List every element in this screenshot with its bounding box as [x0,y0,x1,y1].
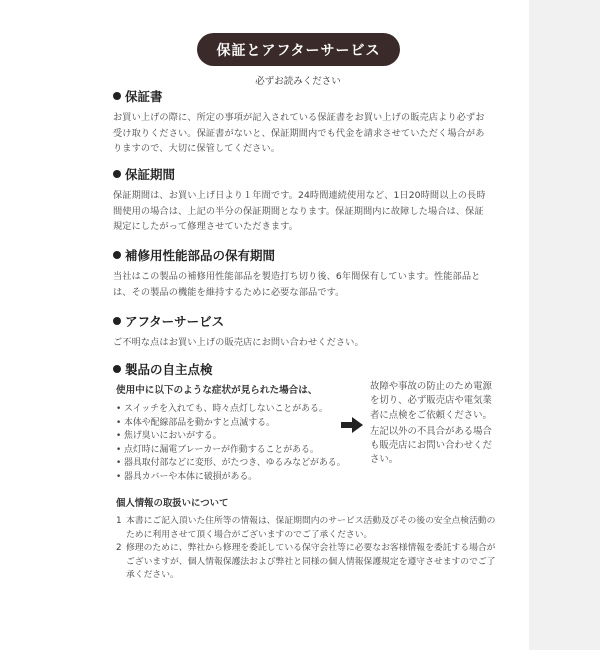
section-body: ご不明な点はお買い上げの販売店にお問い合わせください。 [113,337,364,348]
section-heading-text: 保証期間 [125,167,176,182]
section-after-service [113,313,493,351]
list-item: • 器具カバーや本体に破損がある。 [116,471,258,482]
section-heading [113,166,493,182]
page-subtitle: 必ずお読みください [255,76,341,87]
list-item: • 焦げ臭いにおいがする。 [116,431,222,442]
list-item: • 本体や配線部品を動かすと点滅する。 [116,417,275,428]
privacy-section [116,497,496,583]
bullet-dot-icon [113,365,121,373]
section-body: 当社はこの製品の補修用性能部品を製造打ち切り後、6年間保有しています。性能部品とは、その製品の機能を維持するために必要な部品です。 [113,271,481,298]
bullet-dot-icon [113,317,121,325]
section-heading [113,88,493,104]
side-strip [529,0,600,650]
section-heading [113,313,493,329]
section-heading-text: 製品の自主点検 [125,362,213,377]
section-warranty-period [113,166,493,235]
section-self-check [113,361,493,377]
bullet-dot-icon [113,170,121,178]
bullet-dot-icon [113,251,121,259]
list-item: 2 修理のために、弊社から修理を委託している保守会社等に必要なお客様情報を委託する場合がございますが、個人情報保護法および弊社と同様の個人情報保護規定を遵守させますのでご了承ください。 [116,543,496,580]
privacy-heading: 個人情報の取扱いについて [116,498,229,509]
section-heading-text: アフターサービス [125,314,225,329]
section-heading [113,361,493,377]
section-parts-retention [113,247,493,300]
section-heading-text: 保証書 [125,89,163,104]
self-check-symptoms [116,384,346,485]
privacy-list [116,515,496,583]
advice-text: 故障や事故の防止のため電源を切り、必ず販売店や電気業者に点検をご依頼ください。 [370,381,492,421]
list-item: 1 本書にご記入頂いた住所等の情報は、保証期間内のサービス活動及びその後の安全点検活動のために利用させて頂く場合がございますのでご了承ください。 [116,516,496,540]
arrow-right-icon [341,417,363,433]
section-body: お買い上げの際に、所定の事項が記入されている保証書をお買い上げの販売店より必ずお受け取りください。保証書がないと、保証期間内でも代金を請求させていただく場合がありますので、大切に保管してください。 [113,112,485,154]
bullet-dot-icon [113,92,121,100]
list-item: • スイッチを入れても、時々点灯しないことがある。 [116,404,328,414]
self-check-advice [370,380,500,468]
section-warranty-card [113,88,493,157]
symptom-list [116,403,346,485]
section-heading-text: 補修用性能部品の保有期間 [125,248,276,263]
list-item: • 器具取付部などに変形、がたつき、ゆるみなどがある。 [116,458,346,469]
page-title: 保証とアフターサービス [197,33,400,66]
section-body: 保証期間は、お買い上げ日より１年間です。24時間連続使用など、1日20時間以上の長時間使用の場合は、上記の半分の保証期間となります。保証期間内に故障した場合は、保証規定にしたがって修理させていただきます。 [113,190,486,232]
list-item: • 点灯時に漏電ブレーカーが作動することがある。 [116,444,319,455]
self-check-lead: 使用中に以下のような症状が見られた場合は、 [116,385,318,396]
advice-text: 左記以外の不具合がある場合も販売店にお問い合わせください。 [370,425,492,466]
section-heading [113,247,493,263]
